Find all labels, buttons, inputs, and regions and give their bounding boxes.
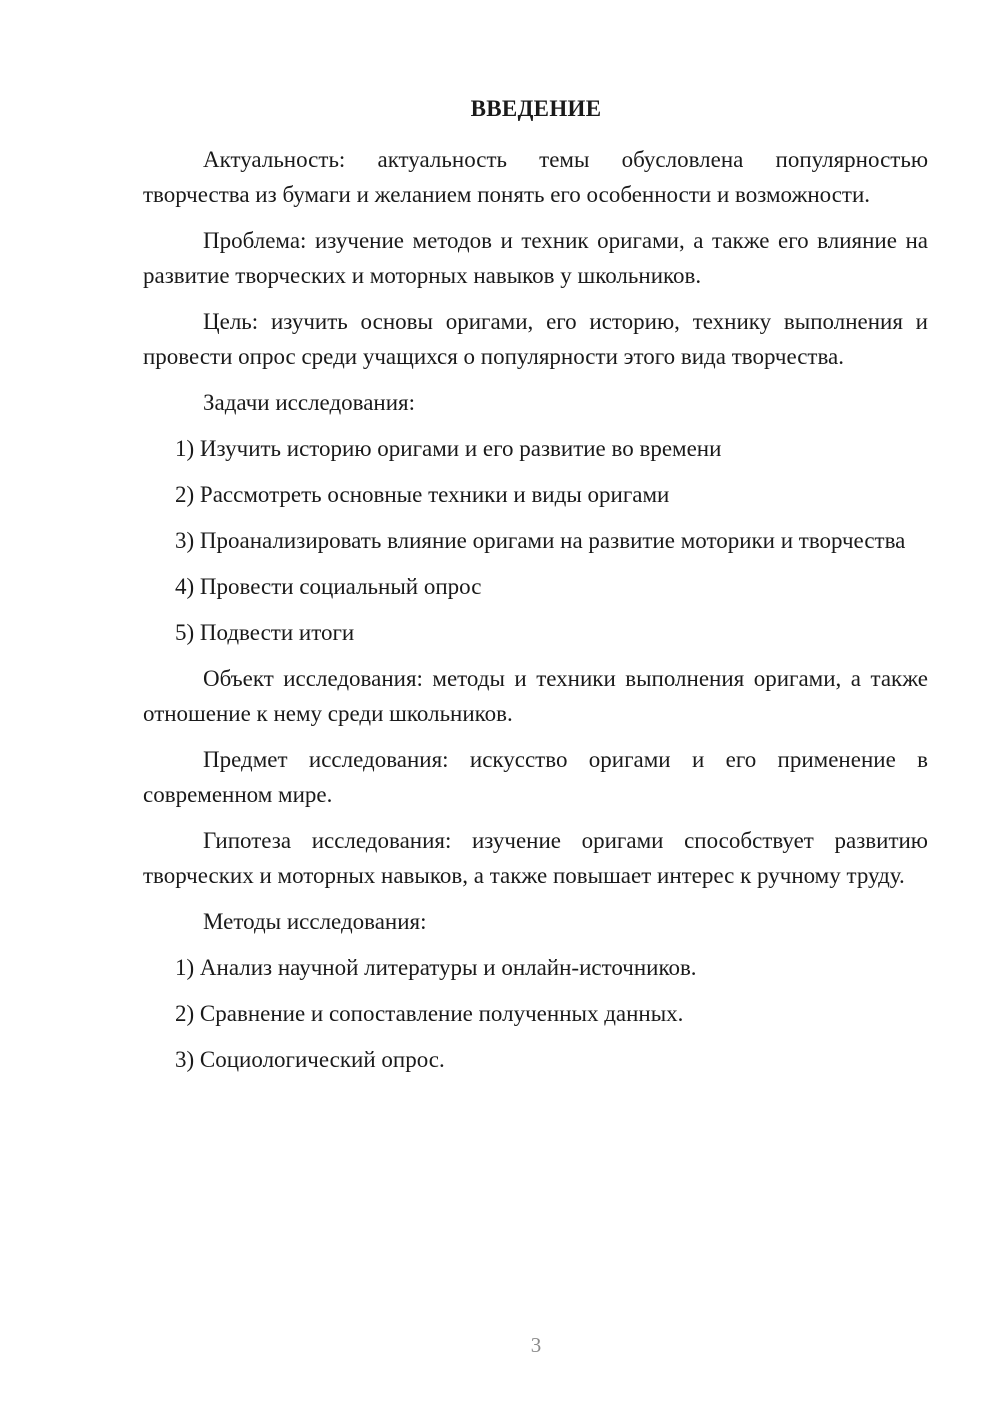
task-item: 5) Подвести итоги <box>175 620 355 645</box>
relevance-paragraph: Актуальность: актуальность темы обусловлена популярностью творчества из бумаги и желанием понять его особенности и возможности. <box>143 147 928 207</box>
document-body <box>143 142 928 1088</box>
task-item: 3) Проанализировать влияние оригами на развитие моторики и творчества <box>175 528 906 553</box>
page-heading: ВВЕДЕНИЕ <box>470 96 602 121</box>
object-paragraph: Объект исследования: методы и техники выполнения оригами, а также отношение к нему среди школьников. <box>143 666 928 726</box>
task-item: 4) Провести социальный опрос <box>175 574 482 599</box>
task-item: 2) Рассмотреть основные техники и виды оригами <box>175 482 670 507</box>
task-item: 1) Изучить историю оригами и его развитие во времени <box>175 436 722 461</box>
problem-paragraph: Проблема: изучение методов и техник оригами, а также его влияние на развитие творческих и моторных навыков у школьников. <box>143 228 928 288</box>
method-item: 1) Анализ научной литературы и онлайн-источников. <box>175 955 697 980</box>
hypothesis-paragraph: Гипотеза исследования: изучение оригами способствует развитию творческих и моторных навыков, а также повышает интерес к ручному труду. <box>143 828 928 888</box>
method-item: 2) Сравнение и сопоставление полученных данных. <box>175 1001 684 1026</box>
method-item: 3) Социологический опрос. <box>175 1047 445 1072</box>
subject-paragraph: Предмет исследования: искусство оригами и его применение в современном мире. <box>143 747 928 807</box>
methods-title: Методы исследования: <box>203 909 427 934</box>
tasks-title: Задачи исследования: <box>203 390 416 415</box>
page-number: 3 <box>530 1333 542 1357</box>
goal-paragraph: Цель: изучить основы оригами, его историю, технику выполнения и провести опрос среди учащихся о популярности этого вида творчества. <box>143 309 928 369</box>
